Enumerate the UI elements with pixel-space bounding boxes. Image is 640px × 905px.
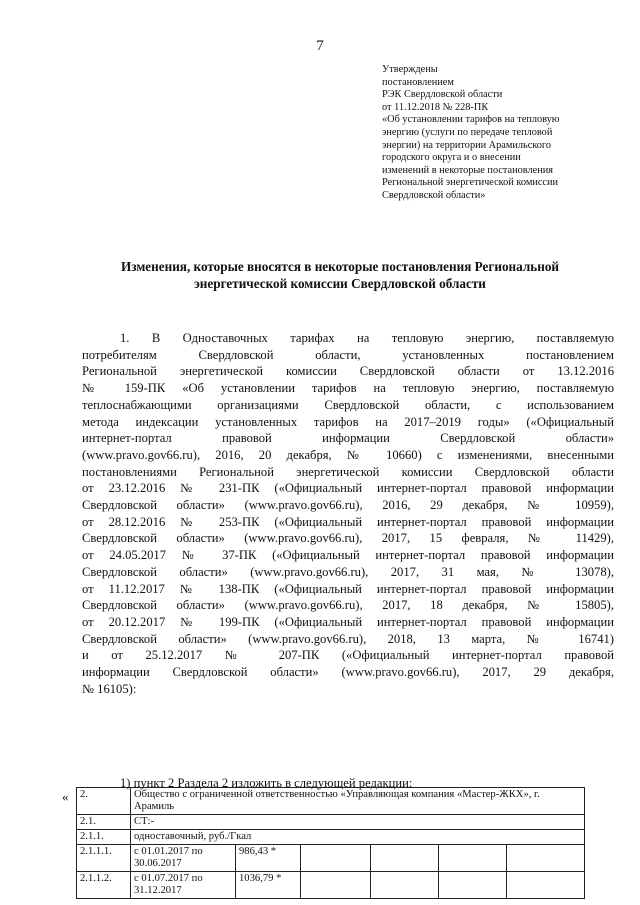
approval-line: энергии) на территории Арамильского: [382, 139, 552, 151]
paragraph-line: интернет-портал правовой информации Свердловской области»: [82, 431, 614, 446]
organization-name-cell: Общество с ограниченной ответственностью «Управляющая компания «Мастер-ЖКХ», г. Арамиль: [131, 788, 585, 815]
paragraph-line: 1. В Одноставочных тарифах на тепловую энергию, поставляемую: [120, 331, 614, 345]
approval-line: «Об установлении тарифов на тепловую: [382, 114, 560, 126]
empty-cell: [439, 845, 507, 872]
paragraph-line: Свердловской области» (www.pravo.gov66.ru), 2017, 31 мая, № 13078),: [82, 564, 614, 579]
document-heading: [70, 258, 610, 292]
row-number-cell: 2.1.1.: [77, 830, 131, 845]
paragraph-line: информации Свердловской области» (www.pravo.gov66.ru), 2017, 29 декабря,: [82, 665, 614, 680]
paragraph-line: и от 25.12.2017 № 207-ПК («Официальный интернет-портал правовой: [82, 648, 614, 663]
paragraph-line: от 28.12.2016 № 253-ПК («Официальный интернет-портал правовой информации: [82, 514, 614, 529]
approval-line: Утверждены: [382, 64, 438, 75]
paragraph-line: Свердловской области» (www.pravo.gov66.ru), 2017, 18 декабря, № 15805),: [82, 598, 614, 613]
tariff-table: [76, 787, 585, 899]
empty-cell: [507, 872, 585, 899]
approval-line: постановлением: [382, 76, 454, 88]
paragraph-line: Свердловской области» (www.pravo.gov66.ru), 2017, 15 февраля, № 11429),: [82, 531, 614, 546]
paragraph-line: потребителям Свердловской области, установленных постановлением: [82, 347, 614, 362]
table-row: [77, 815, 585, 830]
paragraph-line: № 16105):: [82, 681, 137, 696]
approval-line: изменений в некоторые постановления: [382, 164, 553, 176]
approval-line: Региональной энергетической комиссии: [382, 177, 559, 189]
empty-cell: [507, 845, 585, 872]
tariff-value-cell: 986,43 *: [236, 845, 301, 872]
paragraph-line: от 20.12.2017 № 199-ПК («Официальный интернет-портал правовой информации: [82, 614, 614, 629]
paragraph-line: от 23.12.2016 № 231-ПК («Официальный интернет-портал правовой информации: [82, 481, 614, 496]
tariff-value-cell: 1036,79 *: [236, 872, 301, 899]
approval-line: от 11.12.2018 № 228-ПК: [382, 101, 489, 113]
period-cell: с 01.01.2017 по 30.06.2017: [131, 845, 236, 872]
paragraph-line: от 11.12.2017 № 138-ПК («Официальный интернет-портал правовой информации: [82, 581, 614, 596]
empty-cell: [439, 872, 507, 899]
empty-cell: [301, 845, 371, 872]
tariff-unit-cell: одноставочный, руб./Гкал: [131, 830, 585, 845]
paragraph-line: метода индексации установленных тарифов на 2017–2019 годы» («Официальный: [82, 414, 614, 429]
approval-line: Свердловской области»: [382, 189, 486, 201]
empty-cell: [371, 845, 439, 872]
opening-quote-mark: «: [62, 789, 69, 804]
table-row: [77, 872, 585, 899]
paragraph-line: теплоснабжающими организациями Свердловской области, с использованием: [82, 397, 614, 412]
empty-cell: [371, 872, 439, 899]
heading-line: Изменения, которые вносятся в некоторые постановления Региональной: [120, 259, 560, 274]
paragraph-line: Свердловской области» (www.pravo.gov66.ru), 2018, 13 марта, № 16741): [82, 631, 614, 646]
row-number-cell: 2.1.1.2.: [77, 872, 131, 899]
row-number-cell: 2.1.: [77, 815, 131, 830]
table-row: [77, 830, 585, 845]
row-number-cell: 2.: [77, 788, 131, 815]
paragraph-line: Региональной энергетической комиссии Свердловской области от 13.12.2016: [82, 364, 614, 379]
paragraph-line: Свердловской области» (www.pravo.gov66.ru), 2016, 29 декабря, № 10959),: [82, 498, 614, 513]
paragraph-line: № 159-ПК «Об установлении тарифов на тепловую энергию, поставляемую: [82, 381, 614, 396]
approval-line: городского округа и о внесении: [382, 152, 521, 164]
period-cell: с 01.07.2017 по 31.12.2017: [131, 872, 236, 899]
heading-line: энергетической комиссии Свердловской области: [194, 276, 486, 291]
approval-block: [382, 64, 622, 203]
subitem-instruction: 1) пункт 2 Раздела 2 изложить в следующей редакции:: [120, 776, 413, 790]
approval-line: РЭК Свердловской области: [382, 89, 503, 101]
approval-line: энергию (услуги по передаче тепловой: [382, 126, 553, 138]
paragraph-line: постановлениями Региональной энергетической комиссии Свердловской области: [82, 464, 614, 479]
empty-cell: [301, 872, 371, 899]
row-number-cell: 2.1.1.1.: [77, 845, 131, 872]
table-row: [77, 845, 585, 872]
page-number: 7: [316, 38, 324, 54]
paragraph-line: (www.pravo.gov66.ru), 2016, 20 декабря, № 10660) с изменениями, внесенными: [82, 447, 614, 462]
tariff-type-cell: СТ:-: [131, 815, 585, 830]
paragraph-line: от 24.05.2017 № 37-ПК («Официальный интернет-портал правовой информации: [82, 548, 614, 563]
main-paragraph: [82, 330, 614, 697]
table-row: [77, 788, 585, 815]
